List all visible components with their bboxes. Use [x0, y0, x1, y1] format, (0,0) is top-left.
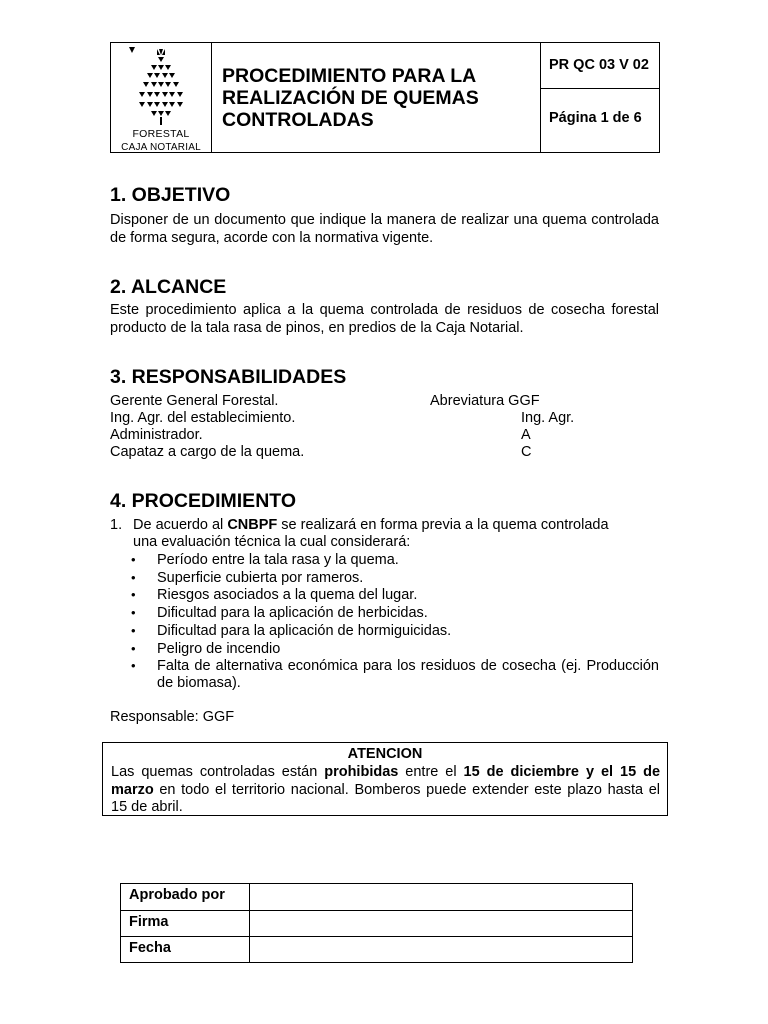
objetivo-text: Disponer de un documento que indique la manera de realizar una quema controlada de forma segura, acorde con la normativa vigente. — [110, 212, 659, 246]
date-value-field[interactable] — [251, 937, 632, 962]
page-cell — [541, 89, 659, 152]
item-1-pre: De acuerdo al — [133, 517, 228, 533]
abbreviation-label: Ing. Agr. — [521, 410, 575, 426]
responsabilidades-heading: 3. RESPONSABILIDADES — [110, 366, 347, 388]
attention-body — [111, 764, 660, 817]
alcance-heading: 2. ALCANCE — [110, 276, 227, 298]
date-label: Fecha — [129, 940, 171, 956]
logo-line2: CAJA NOTARIAL — [121, 142, 201, 153]
approval-row — [121, 884, 632, 910]
role-label: Capataz a cargo de la quema. — [110, 444, 305, 460]
objetivo-heading: 1. OBJETIVO — [110, 184, 231, 206]
bullet-icon: • — [131, 623, 136, 638]
document-code: PR QC 03 V 02 — [549, 57, 649, 73]
approval-table — [120, 883, 633, 963]
attention-bold-2: 15 de diciembre y el 15 de marzo — [111, 764, 661, 798]
bullet-icon: • — [131, 605, 136, 620]
approval-label: Aprobado por — [129, 887, 225, 903]
attention-text-2: entre el — [398, 764, 464, 780]
signature-row — [121, 910, 632, 936]
bullet-icon: • — [131, 658, 136, 673]
bullet-item: Dificultad para la aplicación de hormiguicidas. — [157, 623, 452, 639]
date-row — [121, 936, 632, 962]
item-1-post: se realizará en forma previa a la quema controlada — [277, 517, 609, 533]
bullet-item: Período entre la tala rasa y la quema. — [157, 552, 399, 568]
signature-value-field[interactable] — [251, 911, 632, 936]
bullet-item: Dificultad para la aplicación de herbicidas. — [157, 605, 428, 621]
item-1-line-1 — [133, 517, 609, 534]
abbreviation-label: A — [521, 427, 531, 443]
attention-text-3: en todo el territorio nacional. Bomberos puede extender este plazo hasta el 15 de abril. — [111, 781, 660, 815]
bullet-item: Falta de alternativa económica para los residuos de cosecha (ej. Producción de biomasa). — [157, 658, 659, 691]
document-title — [222, 65, 537, 131]
bullet-item: Superficie cubierta por rameros. — [157, 570, 364, 586]
signature-label: Firma — [129, 914, 169, 930]
approval-value-field[interactable] — [251, 884, 632, 910]
logo-cell — [111, 43, 212, 152]
attention-title: ATENCION — [347, 746, 423, 762]
page-number: Página 1 de 6 — [549, 110, 642, 126]
abbreviation-label: Abreviatura GGF — [430, 393, 540, 409]
attention-bold-1: prohibidas — [324, 764, 399, 780]
role-label: Ing. Agr. del establecimiento. — [110, 410, 296, 426]
bullet-item: Peligro de incendio — [157, 641, 281, 657]
bullet-icon: • — [131, 552, 136, 567]
item-number: 1. — [110, 517, 123, 533]
role-label: Administrador. — [110, 427, 203, 443]
title-line-3: CONTROLADAS — [222, 109, 374, 131]
bullet-item: Riesgos asociados a la quema del lugar. — [157, 587, 418, 603]
responsibility-row — [110, 393, 278, 409]
code-cell — [541, 43, 659, 89]
bullet-icon: • — [131, 587, 136, 602]
responsable-text: Responsable: GGF — [110, 709, 235, 725]
item-1-line-2: una evaluación técnica la cual considerará: — [133, 534, 411, 550]
attention-box — [102, 742, 668, 816]
abbreviation-label: C — [521, 444, 532, 460]
cnbpf-term: CNBPF — [227, 517, 278, 533]
role-label: Gerente General Forestal. — [110, 393, 279, 409]
pine-tree-logo-icon — [129, 47, 193, 127]
title-line-1: PROCEDIMIENTO PARA LA — [222, 65, 477, 87]
title-line-2: REALIZACIÓN DE QUEMAS — [222, 87, 479, 109]
bullet-icon: • — [131, 641, 136, 656]
logo-line1: FORESTAL — [132, 128, 190, 140]
procedimiento-heading: 4. PROCEDIMIENTO — [110, 490, 297, 512]
attention-text-1: Las quemas controladas están — [111, 764, 325, 780]
alcance-text: Este procedimiento aplica a la quema controlada de residuos de cosecha forestal producto de la tala rasa de pinos, en predios de la Caja Notarial. — [110, 302, 659, 336]
title-cell — [212, 43, 541, 152]
document-header — [110, 42, 660, 153]
bullet-icon: • — [131, 570, 136, 585]
